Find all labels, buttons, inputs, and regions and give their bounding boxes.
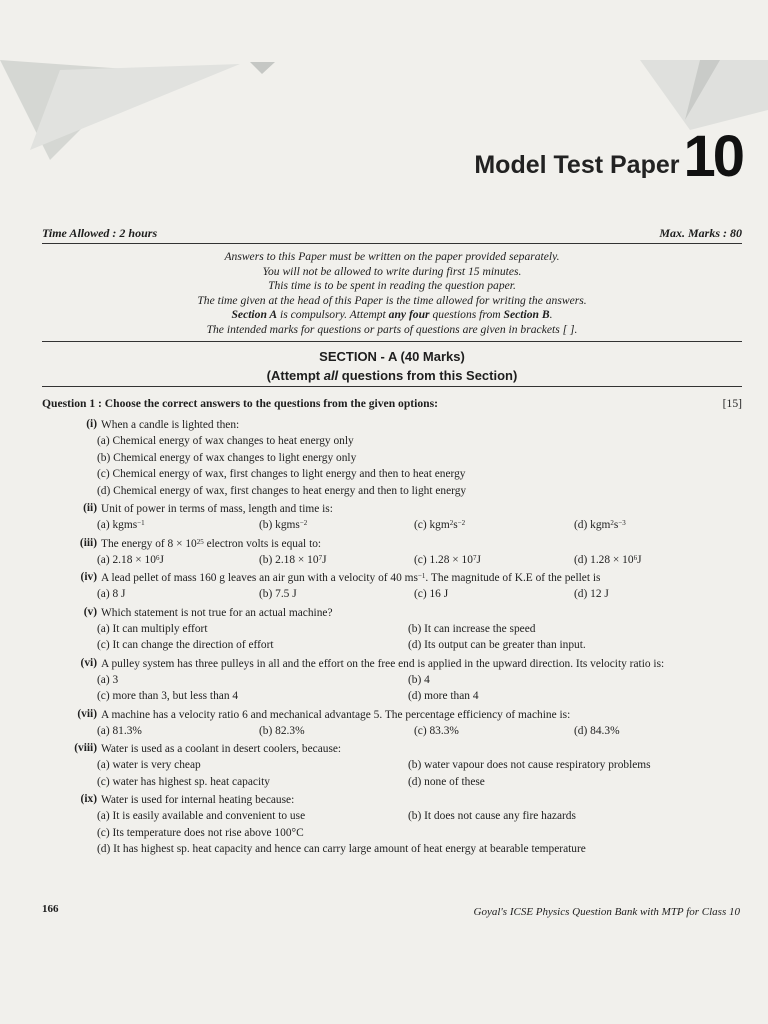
- option-d: (d) $kgm^2s^{-3}$: [574, 519, 626, 531]
- sub-question-viii: [42, 742, 742, 790]
- title-text: Model Test Paper: [474, 151, 680, 179]
- option-d: (d) 12 J: [574, 588, 609, 600]
- question-marks: [15]: [722, 397, 742, 410]
- item-stem: A pulley system has three pulleys in all and the effort on the free end is applied in the upward direction. Its velocity ratio is:: [101, 657, 665, 670]
- instruction-line: Section A is compulsory. Attempt any four questions from Section B.: [231, 308, 553, 321]
- divider-section: [42, 341, 742, 342]
- option-c: (c) $kgm^2s^{-2}$: [414, 519, 466, 531]
- option-d: (d) none of these: [408, 775, 485, 788]
- item-stem: Unit of power in terms of mass, length and time is:: [101, 503, 333, 515]
- item-number: (ii): [83, 502, 97, 514]
- option-d: (d) Chemical energy of wax, first changes to heat energy and then to light energy: [97, 484, 467, 497]
- option-b: (b) $2.18 \times 10^7J$: [259, 553, 327, 566]
- sub-question-ii: [42, 502, 742, 534]
- item-number: (iii): [79, 536, 97, 549]
- question-title: Question 1 : Choose the correct answers to the questions from the given options:: [42, 397, 438, 410]
- item-number: (v): [83, 605, 97, 618]
- item-number: (viii): [74, 742, 97, 754]
- instruction-line: The intended marks for questions or parts of questions are given in brackets [ ].: [206, 322, 578, 336]
- item-number: (vii): [77, 707, 97, 720]
- section-subtitle: (Attempt all questions from this Section): [266, 368, 518, 383]
- sub-question-i: [42, 418, 742, 499]
- item-stem: Water is used for internal heating because:: [101, 794, 295, 806]
- option-c: (c) 83.3%: [414, 724, 459, 737]
- option-d: (d) Its output can be greater than input.: [408, 639, 586, 651]
- instruction-line: This time is to be spent in reading the question paper.: [268, 279, 516, 292]
- instructions: [42, 250, 742, 337]
- option-b: (b) It does not cause any fire hazards: [408, 810, 576, 822]
- option-a: (a) $2.18 \times 10^6J$: [97, 553, 164, 566]
- option-c: (c) Its temperature does not rise above 100°C: [97, 826, 304, 839]
- item-stem: When a candle is lighted then:: [101, 419, 240, 431]
- divider-top: [42, 243, 742, 244]
- item-stem: The energy of $8 \times 10^{25}$ electron volts is equal to:: [101, 537, 322, 550]
- option-d: (d) $1.28 \times 10^6J$: [574, 553, 642, 566]
- item-number: (ix): [80, 793, 97, 805]
- option-a: (a) 3: [97, 673, 119, 686]
- option-a: (a) It is easily available and convenient to use: [97, 810, 306, 822]
- sub-question-v: [42, 606, 742, 654]
- meta-row: [42, 226, 742, 241]
- option-b: (b) kgms$^{-2}$: [259, 519, 308, 531]
- question-header: [42, 397, 742, 415]
- option-d: (d) It has highest sp. heat capacity and hence can carry large amount of heat energy at bearable temperature: [97, 843, 586, 855]
- title-number: 10: [683, 124, 742, 189]
- item-number: (vi): [80, 656, 97, 669]
- max-marks: Max. Marks : 80: [659, 226, 742, 240]
- instruction-line: Answers to this Paper must be written on the paper provided separately.: [224, 250, 560, 263]
- question-1: [42, 397, 742, 858]
- option-a: (a) Chemical energy of wax changes to heat energy only: [97, 435, 354, 447]
- option-c: (c) Chemical energy of wax, first changes to light energy and then to heat energy: [97, 468, 466, 480]
- option-d: (d) more than 4: [408, 690, 479, 702]
- divider-section-bottom: [42, 386, 742, 387]
- instruction-line: You will not be allowed to write during first 15 minutes.: [262, 264, 522, 278]
- item-number: (iv): [80, 571, 97, 583]
- section-title: SECTION - A (40 Marks): [319, 349, 465, 364]
- section-heading: [42, 347, 742, 385]
- page-number: 166: [42, 903, 59, 915]
- option-c: (c) 16 J: [414, 588, 449, 600]
- option-a: (a) 81.3%: [97, 724, 142, 737]
- option-b: (b) 7.5 J: [259, 588, 297, 600]
- sub-question-iv: [42, 571, 742, 603]
- option-b: (b) It can increase the speed: [408, 622, 536, 635]
- option-a: (a) 8 J: [97, 588, 126, 600]
- option-c: (c) water has highest sp. heat capacity: [97, 775, 271, 788]
- instruction-line: The time given at the head of this Paper is the time allowed for writing the answers.: [197, 293, 587, 307]
- option-a: (a) kgms$^{-1}$: [97, 519, 145, 531]
- item-stem: A lead pellet of mass 160 g leaves an air gun with a velocity of 40 $ms^{-1}$. The magnitude of K.E of the pellet is: [101, 572, 601, 584]
- sub-question-vi: [42, 657, 742, 705]
- option-c: (c) It can change the direction of effort: [97, 639, 274, 651]
- option-b: (b) 82.3%: [259, 724, 305, 737]
- item-stem: Water is used as a coolant in desert coolers, because:: [101, 743, 342, 755]
- option-a: (a) water is very cheap: [97, 759, 201, 771]
- option-b: (b) 4: [408, 673, 430, 686]
- item-number: (i): [86, 418, 97, 430]
- paper-title: [474, 124, 742, 189]
- option-a: (a) It can multiply effort: [97, 622, 208, 635]
- option-c: (c) $1.28 \times 10^7J$: [414, 553, 481, 566]
- book-title: Goyal's ICSE Physics Question Bank with MTP for Class 10: [473, 906, 740, 918]
- item-stem: Which statement is not true for an actual machine?: [101, 606, 333, 619]
- item-stem: A machine has a velocity ratio 6 and mechanical advantage 5. The percentage efficiency of machine is:: [101, 708, 571, 721]
- option-b: (b) Chemical energy of wax changes to light energy only: [97, 451, 357, 464]
- sub-question-iii: [42, 537, 742, 569]
- time-allowed: Time Allowed : 2 hours: [42, 226, 158, 240]
- sub-question-ix: [42, 793, 742, 858]
- option-c: (c) more than 3, but less than 4: [97, 690, 239, 702]
- option-b: (b) water vapour does not cause respiratory problems: [408, 759, 651, 771]
- option-d: (d) 84.3%: [574, 724, 620, 737]
- sub-question-vii: [42, 708, 742, 740]
